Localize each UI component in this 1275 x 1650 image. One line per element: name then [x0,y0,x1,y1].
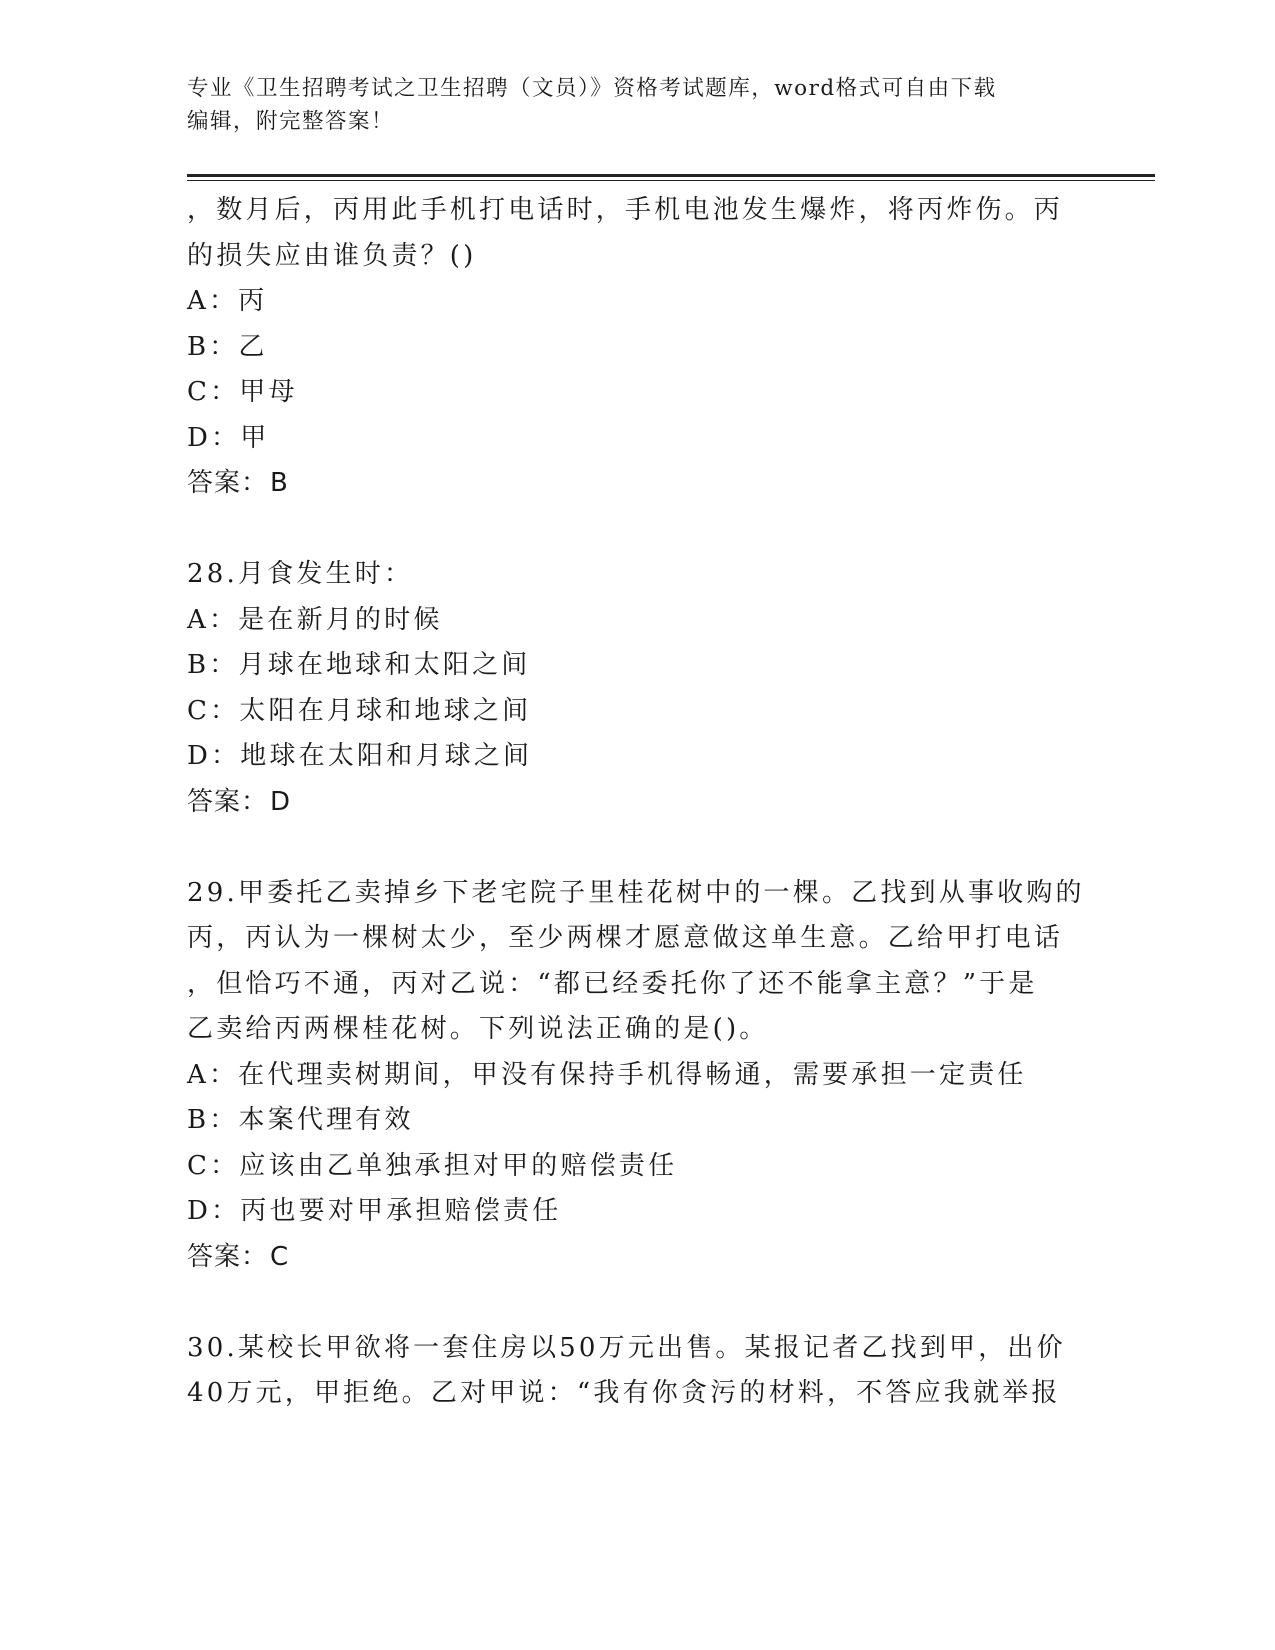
question-text-line: 的损失应由谁负责？() [187,240,477,271]
header-divider-thick [187,174,1155,177]
option-d: D：甲 [187,422,270,453]
option-c: C：甲母 [187,377,298,407]
option-b: B：本案代理有效 [187,1105,414,1135]
header-divider-thin [187,180,1155,181]
question-29 [187,871,1107,1281]
spacer [187,507,1107,553]
answer-label: 答案： [187,786,269,817]
question-text-line: 乙卖给丙两棵桂花树。下列说法正确的是()。 [187,1014,769,1044]
option-a: A：丙 [187,286,268,316]
answer-line [187,461,1107,507]
answer-value: D [270,786,292,817]
question-text-line: 40万元，甲拒绝。乙对甲说：“我有你贪污的材料，不答应我就举报 [187,1378,1061,1408]
option-b: B：乙 [187,331,268,362]
option-c: C：太阳在月球和地球之间 [187,695,532,726]
question-text-line: 29.甲委托乙卖掉乡下老宅院子里桂花树中的一棵。乙找到从事收购的 [187,877,1085,908]
spacer [187,1280,1107,1326]
option-b: B：月球在地球和太阳之间 [187,650,531,680]
answer-line [187,1235,1107,1281]
header-line-2: 编辑，附完整答案！ [187,109,395,134]
option-d: D：地球在太阳和月球之间 [187,741,533,771]
header-line-1: 专业《卫生招聘考试之卫生招聘（文员）》资格考试题库，word格式可自由下载 [187,76,997,101]
answer-value: C [270,1241,290,1272]
option-c: C：应该由乙单独承担对甲的赔偿责任 [187,1150,678,1181]
option-d: D：丙也要对甲承担赔偿责任 [187,1196,562,1226]
question-list [187,188,1107,1417]
question-text-line: 30.某校长甲欲将一套住房以50万元出售。某报记者乙找到甲，出价 [187,1332,1066,1363]
answer-label: 答案： [187,468,269,498]
question-27 [187,188,1107,507]
question-30 [187,1326,1107,1417]
answer-label: 答案： [187,1241,269,1272]
spacer [187,825,1107,871]
question-text-line: 28.月食发生时： [187,559,414,589]
question-text-line: ，但恰巧不通，丙对乙说：“都已经委托你了还不能拿主意？”于是 [187,968,1038,999]
answer-line [187,780,1107,826]
question-28 [187,552,1107,825]
question-text-line: ，数月后，丙用此手机打电话时，手机电池发生爆炸，将丙炸伤。丙 [187,195,1064,225]
option-a: A：在代理卖树期间，甲没有保持手机得畅通，需要承担一定责任 [187,1059,1027,1090]
question-text-line: 丙，丙认为一棵树太少，至少两棵才愿意做这单生意。乙给甲打电话 [187,923,1064,953]
document-header [187,72,1067,138]
answer-value: B [270,468,289,498]
option-a: A：是在新月的时候 [187,604,443,635]
